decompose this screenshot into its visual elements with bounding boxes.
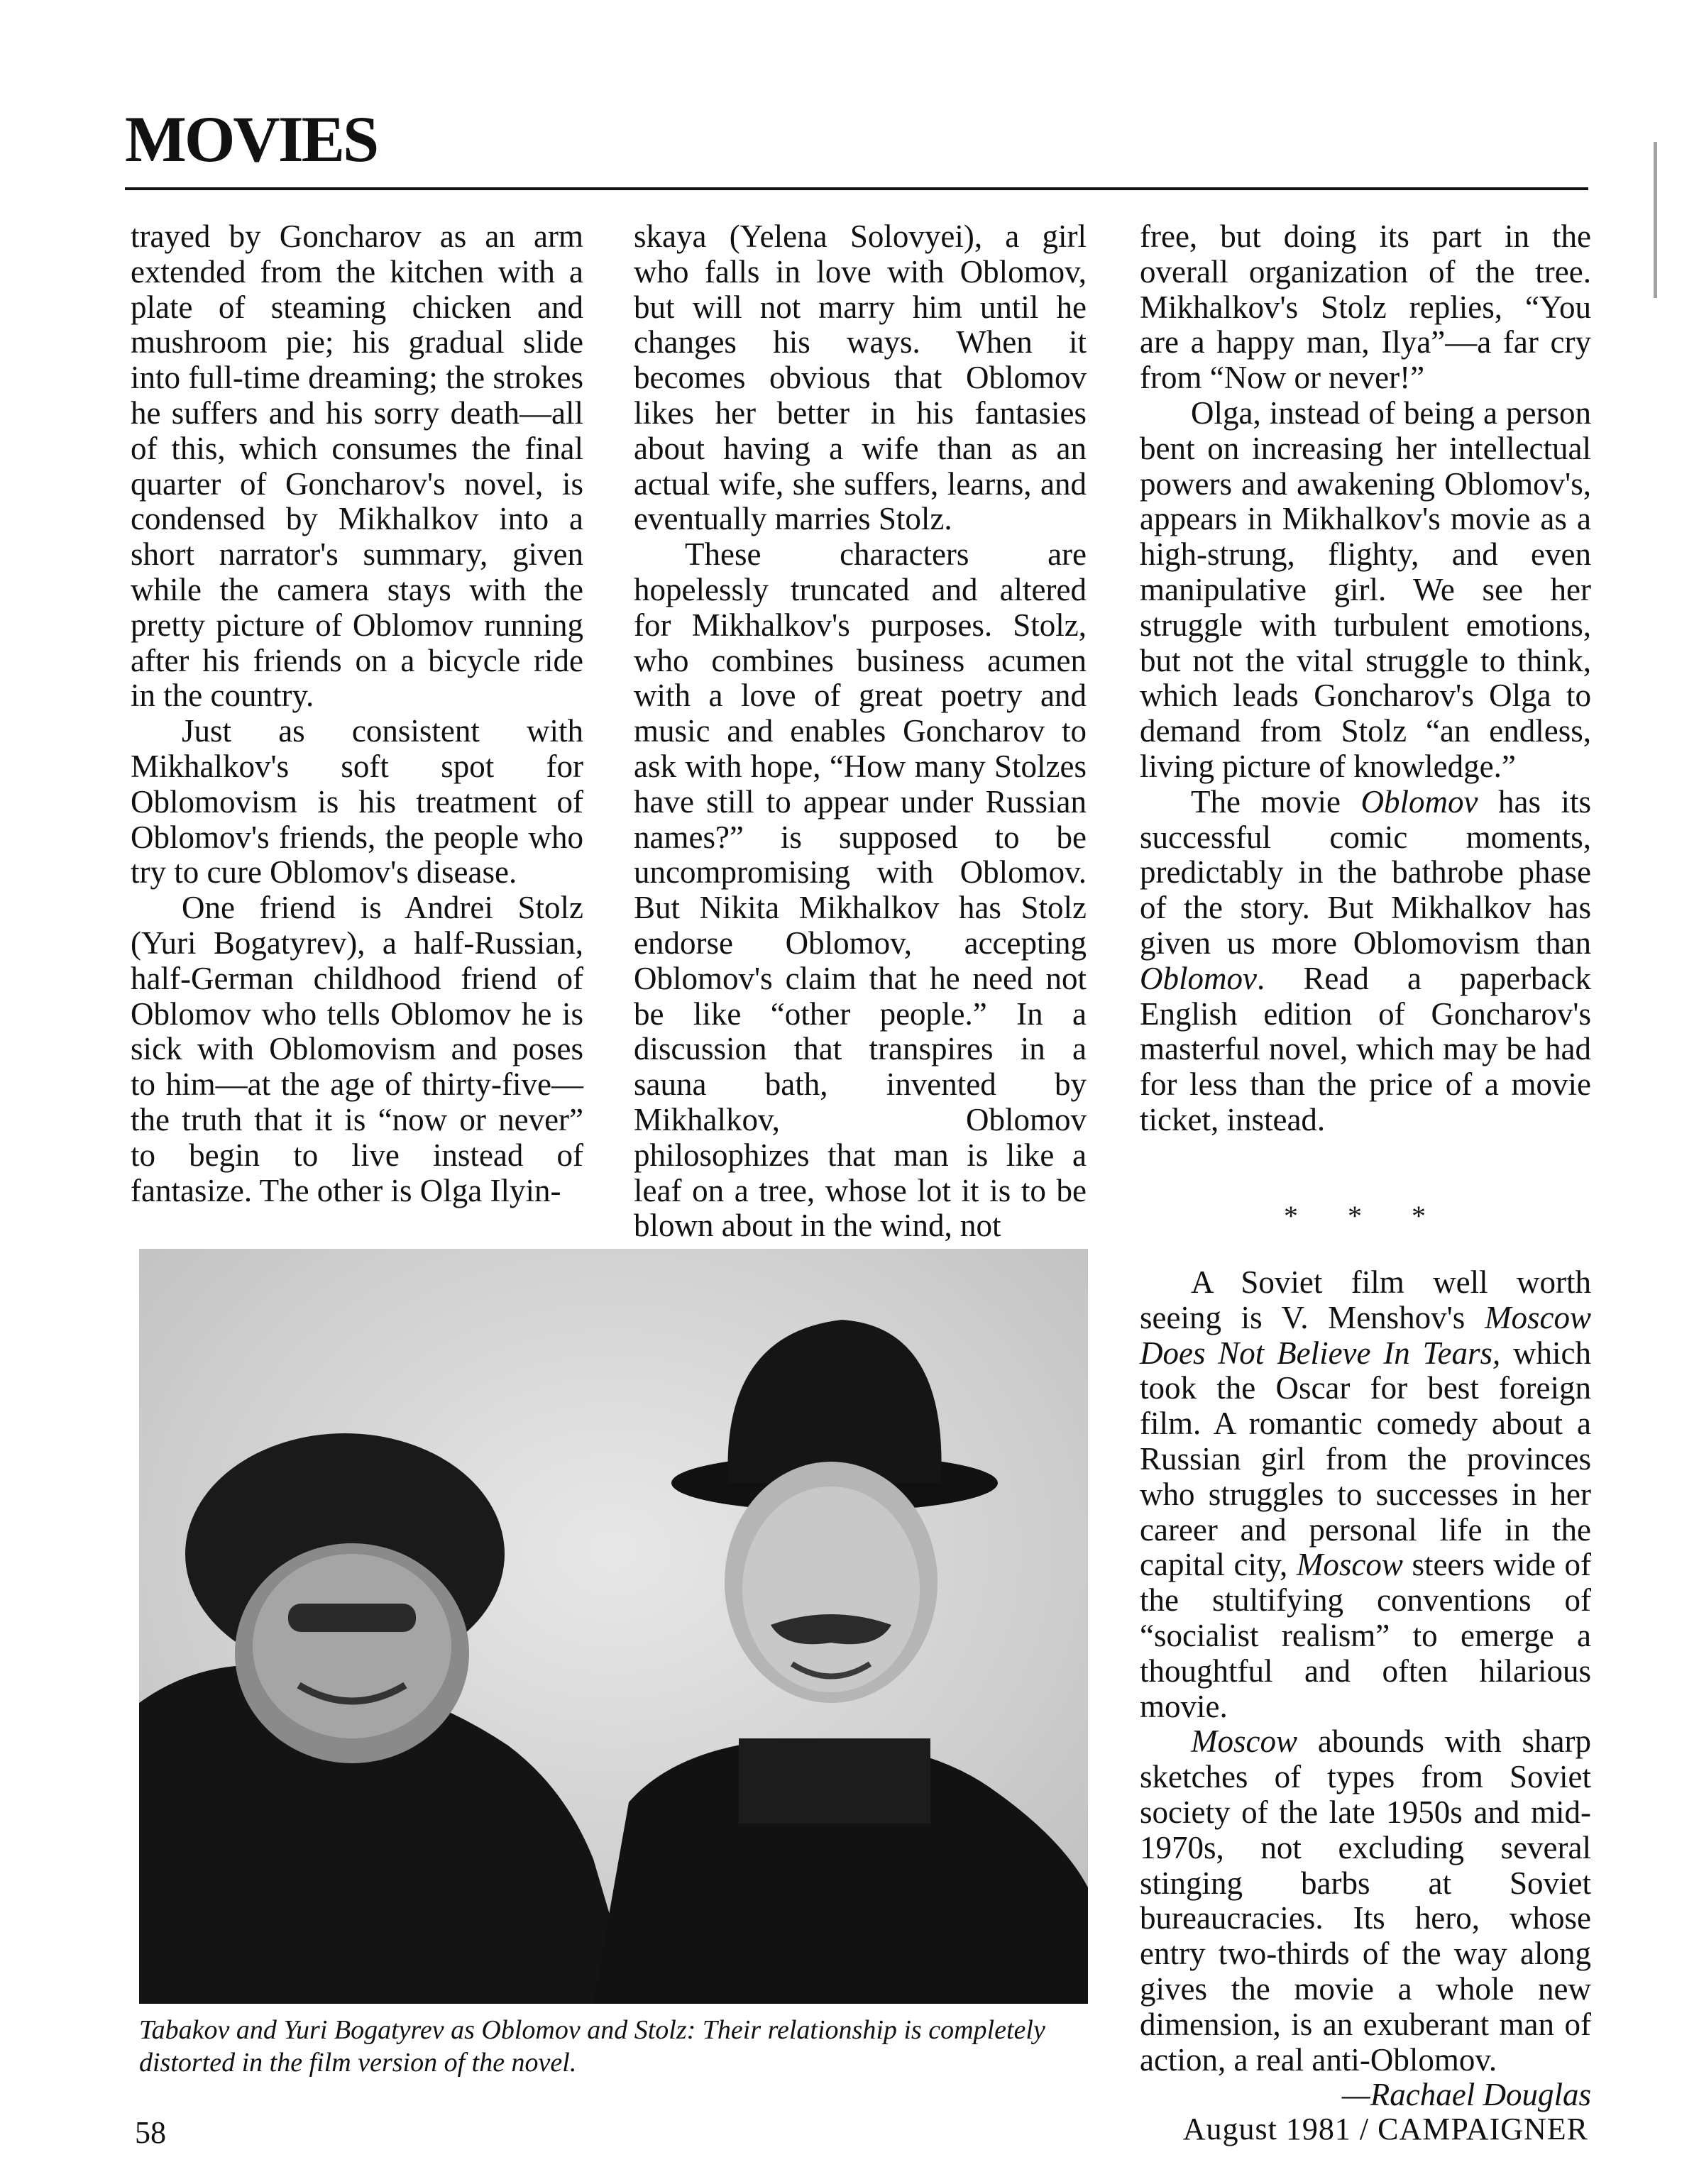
paragraph: Olga, instead of being a person bent on increasing her intellectual powers and awakening Oblomov's, appears in Mikhalkov's movie as a high-strung, flighty, and even manipulative girl. We see her struggle with turbulent emotions, but not the vital struggle to think, which leads Goncharov's Olga to demand from Stolz “an endless, living picture of knowledge.”	[1140, 395, 1591, 784]
text-run: abounds with sharp sketches of types from Soviet society of the late 1950s and mid-1970s, not excluding several stinging barbs at Soviet bureaucracies. Its hero, whose entry two-thirds of the way along gives the movie a whole new dimension, is an exuberant man of action, a real anti-Oblomov.	[1140, 1724, 1591, 2078]
paragraph	[1140, 1265, 1591, 1724]
text-run: has its successful comic moments, predictably in the bathrobe phase of the story. But Mikhalkov has given us more Oblomovism than	[1140, 783, 1591, 961]
film-title: Moscow	[1296, 1547, 1403, 1583]
film-title: Moscow Does Not Believe In Tears,	[1140, 1299, 1591, 1371]
film-title: Oblomov	[1360, 783, 1478, 820]
film-title: Moscow	[1191, 1724, 1297, 1760]
text-run: A Soviet film well worth seeing is V. Menshov's	[1140, 1264, 1591, 1335]
paragraph	[1140, 785, 1591, 1138]
section-separator: * * *	[1284, 1200, 1447, 1232]
film-title: Oblomov	[1140, 960, 1257, 996]
photo-illustration	[139, 1249, 1088, 2004]
paragraph: free, but doing its part in the overall organization of the tree. Mikhalkov's Stolz replies, “You are a happy man, Ilya”—a far cry from “Now or never!”	[1140, 219, 1591, 396]
author-byline: —Rachael Douglas	[1341, 2077, 1591, 2113]
text-column-3-continued	[1140, 1265, 1591, 2113]
paragraph: trayed by Goncharov as an arm extended from the kitchen with a plate of steaming chicken and mushroom pie; his gradual slide into full-time dreaming; the strokes he suffers and his sorry death—all of this, which consumes the final quarter of Goncharov's novel, is condensed by Mikhalkov into a short narrator's summary, given while the camera stays with the pretty picture of Oblomov running after his friends on a bicycle ride in the country.	[131, 219, 583, 714]
text-run: . Read a paperback English edition of Goncharov's masterful novel, which may be had for less than the price of a movie ticket, instead.	[1140, 960, 1591, 1137]
issue-footer: August 1981 / CAMPAIGNER	[1182, 2112, 1588, 2146]
section-title: MOVIES	[125, 103, 378, 175]
film-still-photo	[139, 1249, 1088, 2004]
header-rule	[125, 187, 1588, 190]
text-run: The movie	[1191, 783, 1361, 820]
scan-edge-mark	[1654, 142, 1657, 298]
photo-caption: Tabakov and Yuri Bogatyrev as Oblomov and Stolz: Their relationship is completely distorted in the film version of the novel.	[139, 2015, 1045, 2078]
page-number: 58	[135, 2115, 166, 2150]
text-column-1	[131, 219, 583, 1208]
paragraph	[1140, 1724, 1591, 2078]
text-run: which took the Oscar for best foreign film. A romantic comedy about a Russian girl from the provinces who struggles to successes in her career and personal life in the capital city,	[1140, 1335, 1591, 1583]
paragraph: skaya (Yelena Solovyei), a girl who falls in love with Oblomov, but will not marry him until he changes his ways. When it becomes obvious that Oblomov likes her better in his fantasies about having a wife than as an actual wife, she suffers, learns, and eventually marries Stolz.	[634, 219, 1087, 537]
paragraph: Just as consistent with Mikhalkov's soft spot for Oblomovism is his treatment of Oblomov's friends, the people who try to cure Oblomov's disease.	[131, 713, 583, 890]
text-column-2	[634, 219, 1087, 1244]
paragraph: One friend is Andrei Stolz (Yuri Bogatyrev), a half-Russian, half-German childhood friend of Oblomov who tells Oblomov he is sick with Oblomovism and poses to him—at the age of thirty-five—the truth that it is “now or never” to begin to live instead of fantasize. The other is Olga Ilyin-	[131, 890, 583, 1208]
paragraph: These characters are hopelessly truncated and altered for Mikhalkov's purposes. Stolz, who combines business acumen with a love of great poetry and music and enables Goncharov to ask with hope, “How many Stolzes have still to appear under Russian names?” is supposed to be uncompromising with Oblomov. But Nikita Mikhalkov has Stolz endorse Oblomov, accepting Oblomov's claim that he need not be like “other people.” In a discussion that transpires in a sauna bath, invented by Mikhalkov, Oblomov philosophizes that man is like a leaf on a tree, whose lot it is to be blown about in the wind, not	[634, 536, 1087, 1244]
text-run: steers wide of the stultifying conventions of “socialist realism” to emerge a thoughtful and often hilarious movie.	[1140, 1547, 1591, 1724]
text-column-3	[1140, 219, 1591, 1138]
